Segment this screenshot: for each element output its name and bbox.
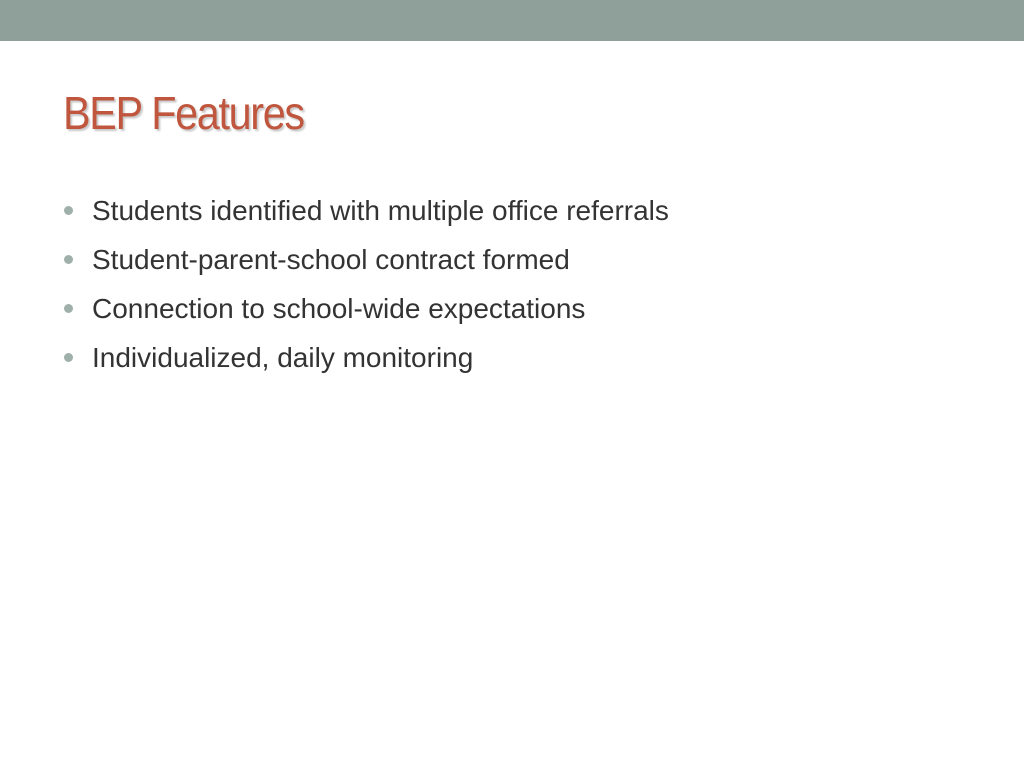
bullet-item	[64, 235, 669, 284]
bullet-dot-icon	[64, 353, 73, 362]
slide-title: BEP Features	[63, 87, 304, 139]
bullet-list	[64, 186, 669, 382]
bullet-dot-icon	[64, 304, 73, 313]
bullet-item	[64, 333, 669, 382]
bullet-dot-icon	[64, 255, 73, 264]
bullet-text: Connection to school-wide expectations	[92, 292, 586, 324]
bullet-text: Students identified with multiple office referrals	[92, 194, 669, 226]
bullet-text: Individualized, daily monitoring	[92, 341, 474, 373]
bullet-item	[64, 186, 669, 235]
top-accent-band	[0, 0, 1024, 41]
bullet-item	[64, 284, 669, 333]
bullet-text: Student-parent-school contract formed	[92, 243, 570, 275]
bullet-dot-icon	[64, 206, 73, 215]
